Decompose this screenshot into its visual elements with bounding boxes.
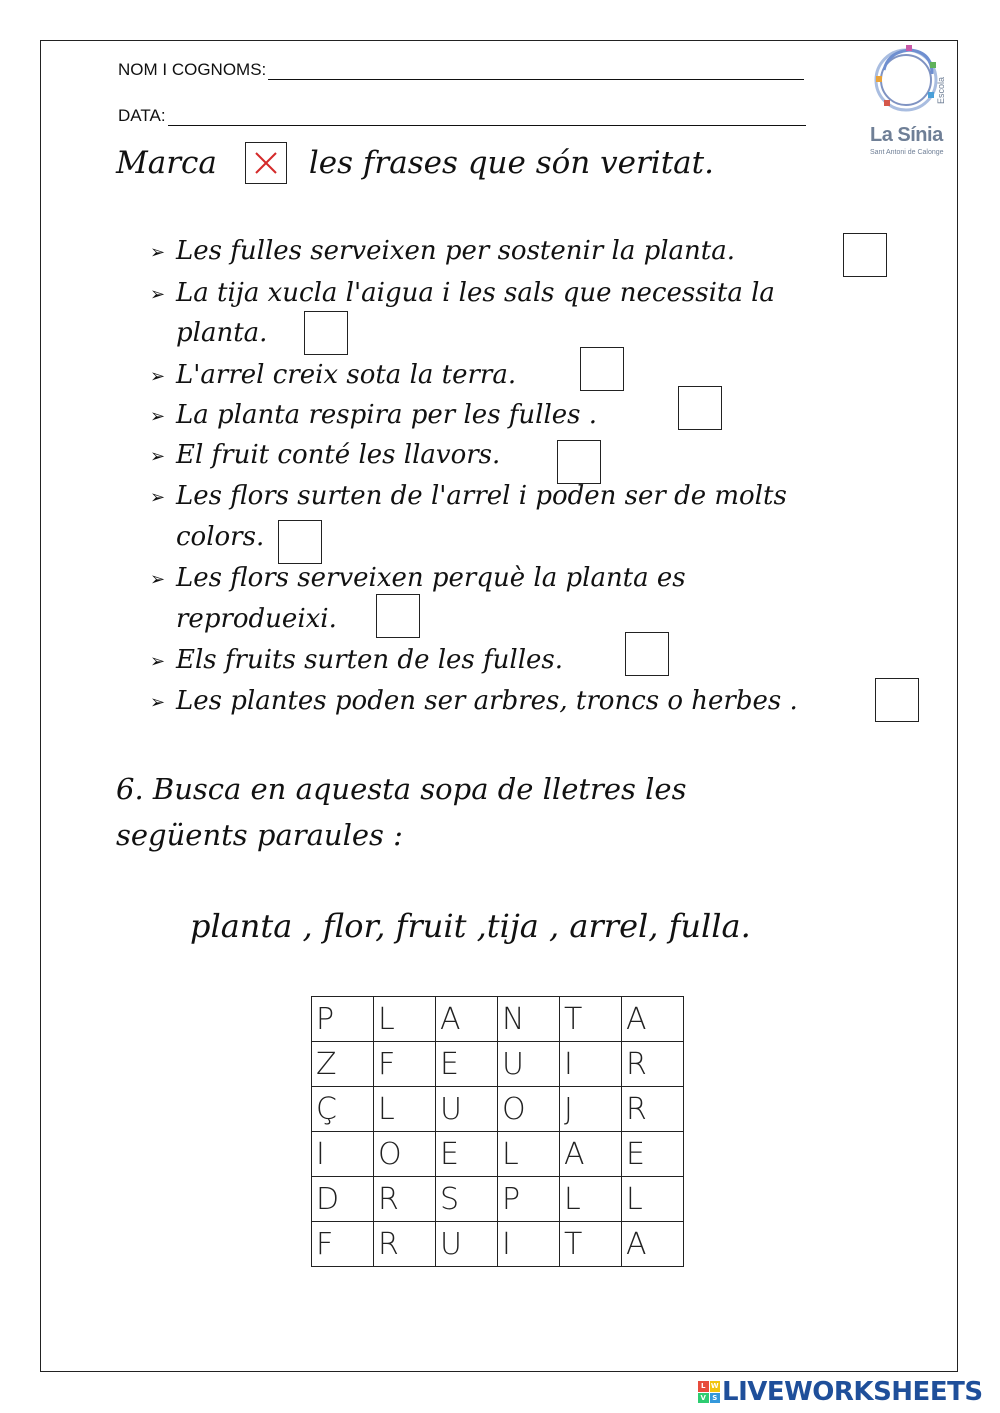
statement-text: Els fruits surten de les fulles. <box>176 645 564 675</box>
statement-7 <box>150 563 686 593</box>
grid-cell[interactable]: Z <box>312 1042 374 1087</box>
statement-1 <box>150 236 735 266</box>
statement-9-checkbox[interactable] <box>875 678 919 722</box>
statement-7-continuation: reprodueixi. <box>176 604 337 634</box>
name-field <box>118 60 804 80</box>
grid-cell[interactable]: F <box>312 1222 374 1267</box>
word-search-grid <box>311 996 684 1267</box>
statement-text: El fruit conté les llavors. <box>176 440 501 470</box>
arrow-bullet-icon: ➢ <box>150 406 166 427</box>
statement-3-checkbox[interactable] <box>580 347 624 391</box>
grid-cell[interactable]: A <box>622 1222 684 1267</box>
grid-row <box>312 1132 684 1177</box>
grid-cell[interactable]: I <box>560 1042 622 1087</box>
grid-cell[interactable]: A <box>622 997 684 1042</box>
statement-text: Les flors serveixen perquè la planta es <box>176 563 686 593</box>
example-checkbox <box>245 142 287 184</box>
statement-4-checkbox[interactable] <box>678 386 722 430</box>
grid-cell[interactable]: R <box>374 1177 436 1222</box>
grid-cell[interactable]: S <box>436 1177 498 1222</box>
grid-cell[interactable]: R <box>622 1087 684 1132</box>
grid-cell[interactable]: R <box>622 1042 684 1087</box>
date-input-line[interactable] <box>168 109 806 126</box>
statement-8-checkbox[interactable] <box>625 632 669 676</box>
grid-cell[interactable]: U <box>436 1087 498 1132</box>
statement-1-checkbox[interactable] <box>843 233 887 277</box>
statement-text: Les plantes poden ser arbres, troncs o herbes . <box>176 686 798 716</box>
statement-5 <box>150 440 500 470</box>
grid-cell[interactable]: L <box>622 1177 684 1222</box>
grid-row <box>312 1177 684 1222</box>
logo-name: La Sínia <box>870 124 943 146</box>
statement-text: La planta respira per les fulles . <box>176 400 598 430</box>
grid-row <box>312 1222 684 1267</box>
instruction <box>116 142 714 184</box>
statement-text: L'arrel creix sota la terra. <box>176 360 517 390</box>
instruction-after: les frases que són veritat. <box>308 145 714 181</box>
arrow-bullet-icon: ➢ <box>150 366 166 387</box>
arrow-bullet-icon: ➢ <box>150 284 166 305</box>
grid-cell[interactable]: J <box>560 1087 622 1132</box>
arrow-bullet-icon: ➢ <box>150 569 166 590</box>
arrow-bullet-icon: ➢ <box>150 651 166 672</box>
grid-cell[interactable]: P <box>312 997 374 1042</box>
arrow-bullet-icon: ➢ <box>150 446 166 467</box>
section6-line2: següents paraules : <box>116 818 403 852</box>
date-label: DATA: <box>118 106 166 125</box>
liveworksheets-logo-icon: L W V S <box>698 1381 720 1403</box>
grid-cell[interactable]: I <box>498 1222 560 1267</box>
grid-cell[interactable]: Ç <box>312 1087 374 1132</box>
grid-row <box>312 1087 684 1132</box>
grid-cell[interactable]: T <box>560 997 622 1042</box>
arrow-bullet-icon: ➢ <box>150 487 166 508</box>
grid-cell[interactable]: L <box>498 1132 560 1177</box>
grid-cell[interactable]: E <box>436 1132 498 1177</box>
statement-6-checkbox[interactable] <box>278 520 322 564</box>
grid-cell[interactable]: O <box>498 1087 560 1132</box>
grid-cell[interactable]: E <box>436 1042 498 1087</box>
brand-name: LIVEWORKSHEETS <box>722 1377 983 1407</box>
statement-2-continuation: planta. <box>176 318 268 348</box>
name-input-line[interactable] <box>268 63 804 80</box>
arrow-bullet-icon: ➢ <box>150 692 166 713</box>
instruction-before: Marca <box>116 145 217 181</box>
logo-subtitle: Sant Antoni de Calonge <box>870 149 944 156</box>
statement-7-checkbox[interactable] <box>376 594 420 638</box>
grid-row <box>312 1042 684 1087</box>
grid-cell[interactable]: L <box>374 997 436 1042</box>
statement-5-checkbox[interactable] <box>557 440 601 484</box>
grid-row <box>312 997 684 1042</box>
school-logo <box>866 40 956 160</box>
statement-text: Les fulles serveixen per sostenir la planta. <box>176 236 736 266</box>
arrow-bullet-icon: ➢ <box>150 242 166 263</box>
grid-cell[interactable]: N <box>498 997 560 1042</box>
logo-prefix: Escola <box>936 76 946 104</box>
grid-cell[interactable]: F <box>374 1042 436 1087</box>
statement-3 <box>150 360 516 390</box>
grid-cell[interactable]: R <box>374 1222 436 1267</box>
grid-cell[interactable]: D <box>312 1177 374 1222</box>
grid-cell[interactable]: L <box>560 1177 622 1222</box>
grid-cell[interactable]: E <box>622 1132 684 1177</box>
statement-4 <box>150 400 597 430</box>
grid-cell[interactable]: A <box>436 997 498 1042</box>
statement-2 <box>150 278 775 308</box>
grid-cell[interactable]: I <box>312 1132 374 1177</box>
statement-6-continuation: colors. <box>176 522 265 552</box>
grid-cell[interactable]: O <box>374 1132 436 1177</box>
name-label: NOM I COGNOMS: <box>118 60 267 79</box>
grid-cell[interactable]: L <box>374 1087 436 1132</box>
statement-text: La tija xucla l'aigua i les sals que necessita la <box>176 278 775 308</box>
date-field <box>118 106 806 126</box>
statement-text: Les flors surten de l'arrel i poden ser de molts <box>176 481 787 511</box>
grid-cell[interactable]: P <box>498 1177 560 1222</box>
statement-2-checkbox[interactable] <box>304 311 348 355</box>
x-mark-icon <box>253 150 279 176</box>
statement-9 <box>150 686 798 716</box>
word-list: planta , flor, fruit ,tija , arrel, fulla. <box>190 907 751 945</box>
grid-cell[interactable]: A <box>560 1132 622 1177</box>
statement-6 <box>150 481 787 511</box>
liveworksheets-brand <box>698 1377 983 1407</box>
section6-line1: 6. Busca en aquesta sopa de lletres les <box>116 772 687 806</box>
grid-cell[interactable]: T <box>560 1222 622 1267</box>
grid-cell[interactable]: U <box>436 1222 498 1267</box>
statement-8 <box>150 645 563 675</box>
grid-cell[interactable]: U <box>498 1042 560 1087</box>
